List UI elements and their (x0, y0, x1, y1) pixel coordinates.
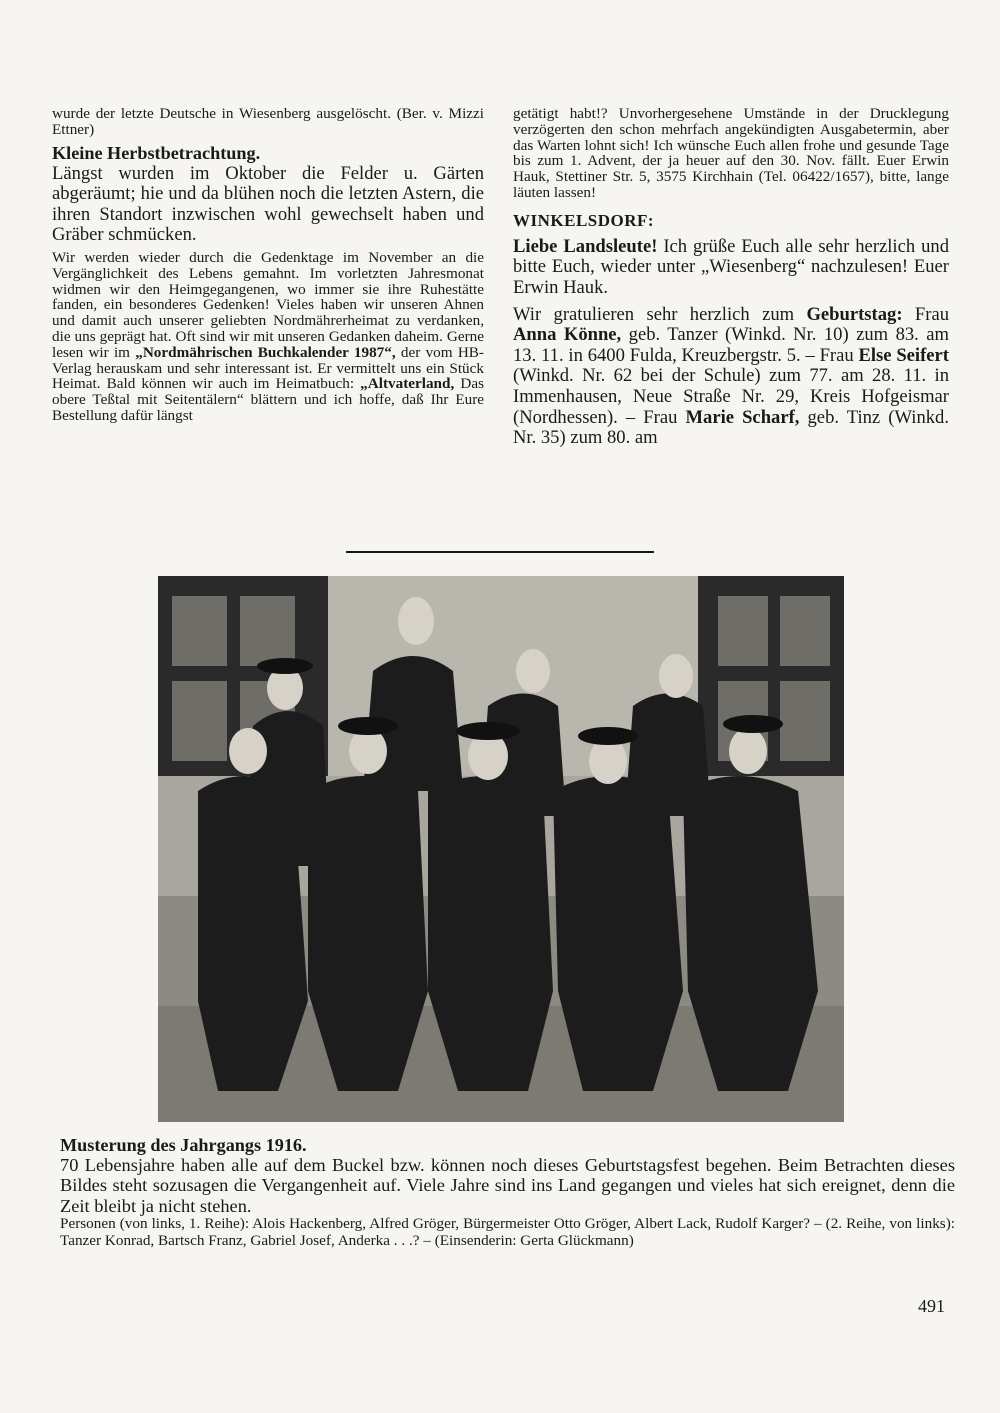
body-paragraph: Wir werden wieder durch die Gedenktage im November an die Vergänglichkeit des Lebens gemahnt. Im vorletzten Jahresmonat widmen wir den Heimgegangenen, wo immer sie ihre Ruhestätte fanden, ein besonderes Gedenken! Vieles haben wir unseren Ahnen und damit auch unserer geliebten Nordmährerheimat zu verdanken, die uns geprägt hat. Oft sind wir mit unseren Gedanken daheim. Gerne lesen wir im „Nordmährischen Buchkalender 1987“, der vom HB-Verlag herauskam und sehr interessant ist. Er vermittelt uns ein Stück Heimat. Bald können wir auch im Heimatbuch: „Altvaterland, Das obere Teßtal mit Seitentälern“ blättern und ich hoffe, daß Ihr Eure Bestellung dafür längst (52, 248, 484, 424)
continuation-paragraph: getätigt habt!? Unvorhergesehene Umstände in der Drucklegung verzögerten den schon mehrfach angekündigten Ausgabetermin, aber das Warten lohnt sich! Ich wünsche Euch allen frohe und gesunde Tage bis zum 1. Advent, der ja heuer auf den 30. Nov. fällt. Euer Erwin Hauk, Stettiner Str. 5, 3575 Kirchhain (Tel. 06422/1657), bitte, lange läuten lassen! (513, 105, 949, 201)
caption-text: 70 Lebensjahre haben alle auf dem Buckel bzw. können noch dieses Geburtstagsfest begehen. Beim Betrachten dieses Bildes steht sozusagen die Vergangenheit auf. Viele Jahre sind ins Land gegangen und vieles hat sich ereignet, denn die Zeit bleibt ja nicht stehen. (60, 1155, 955, 1216)
intro-paragraph: wurde der letzte Deutsche in Wiesenberg ausgelöscht. (Ber. v. Mizzi Ettner) (52, 105, 484, 138)
caption-persons: Personen (von links, 1. Reihe): Alois Hackenberg, Alfred Gröger, Bürgermeister Otto Gröger, Albert Lack, Rudolf Karger? – (2. Reihe, von links): Tanzer Konrad, Bartsch Franz, Gabriel Josef, Anderka . . .? – (Einsenderin: Gerta Glückmann) (60, 1215, 955, 1249)
group-photo (158, 576, 844, 1122)
section-title-winkelsdorf: WINKELSDORF: (513, 210, 655, 230)
article-heading: Kleine Herbstbetrachtung. (52, 142, 261, 163)
group-photo-image (158, 576, 844, 1122)
photo-caption (60, 1135, 955, 1249)
caption-title: Musterung des Jahrgangs 1916. (60, 1135, 307, 1155)
horizontal-rule (346, 551, 654, 553)
right-column (513, 106, 949, 449)
birthday-paragraph: Wir gratulieren sehr herzlich zum Geburtstag: Frau Anna Könne, geb. Tanzer (Winkd. Nr. 10) zum 83. am 13. 11. in 6400 Fulda, Kreuzbergstr. 5. – Frau Else Seifert (Winkd. Nr. 62 bei der Schule) zum 77. am 28. 11. in Immenhausen, Neue Straße Nr. 29, Kreis Hofgeismar (Nordhessen). – Frau Marie Scharf, geb. Tinz (Winkd. Nr. 35) zum 80. am (513, 303, 949, 449)
page-number: 491 (918, 1296, 945, 1316)
left-column (52, 106, 484, 424)
lead-paragraph: Längst wurden im Oktober die Felder u. Gärten abgeräumt; hie und da blühen noch die letzten Astern, die ihren Standort inzwischen wohl gewechselt haben und Gräber schmücken. (52, 162, 484, 246)
greeting-paragraph: Liebe Landsleute! Ich grüße Euch alle sehr herzlich und bitte Euch, wieder unter „Wiesenberg“ nachzulesen! Euer Erwin Hauk. (513, 235, 949, 298)
